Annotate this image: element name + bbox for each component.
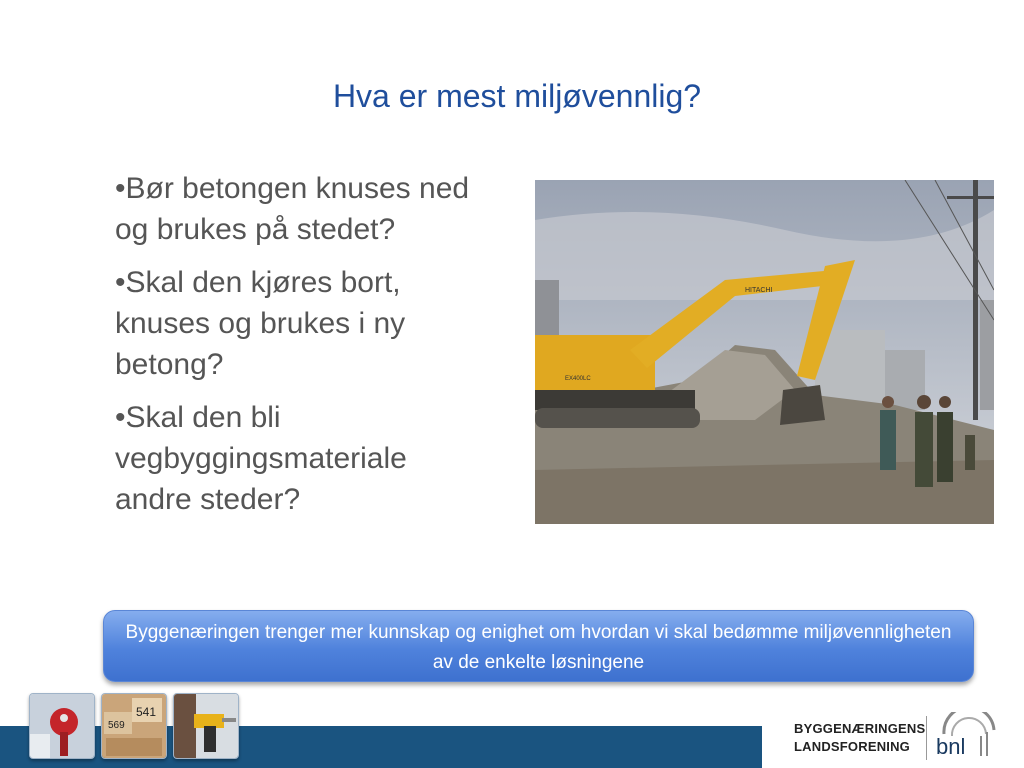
excavator-demolition-photo [535,180,994,524]
numbered-boxes-icon [101,693,167,759]
bnl-logo-icon [934,712,1000,762]
organization-name-line2: LANDSFORENING [794,739,910,754]
bullet-list [115,168,485,532]
bullet-item: •Skal den bli vegbyggingsmateriale andre steder? [115,401,407,516]
bnl-logo-text: bnl [936,734,966,759]
excavator-photo-illustration [535,180,994,524]
machine-label: HITACHI [745,287,773,294]
box-label: 569 [108,720,125,731]
bullet-item: •Skal den kjøres bort, knuses og brukes i ny betong? [115,266,406,381]
fire-hydrant-icon [29,693,95,759]
bullet-item: •Bør betongen knuses ned og brukes på stedet? [115,172,470,246]
model-label: EX400LC [565,376,591,382]
organization-name [794,720,925,756]
slide-title: Hva er mest miljøvennlig? [332,78,702,114]
organization-name-line1: BYGGENÆRINGENS [794,721,926,736]
box-label: 541 [136,705,157,719]
power-drill-icon [173,693,239,759]
logo-divider [926,716,927,760]
callout-box: Byggenæringen trenger mer kunnskap og enighet om hvordan vi skal bedømme miljøvennligheten av de enkelte løsningene [103,610,974,682]
